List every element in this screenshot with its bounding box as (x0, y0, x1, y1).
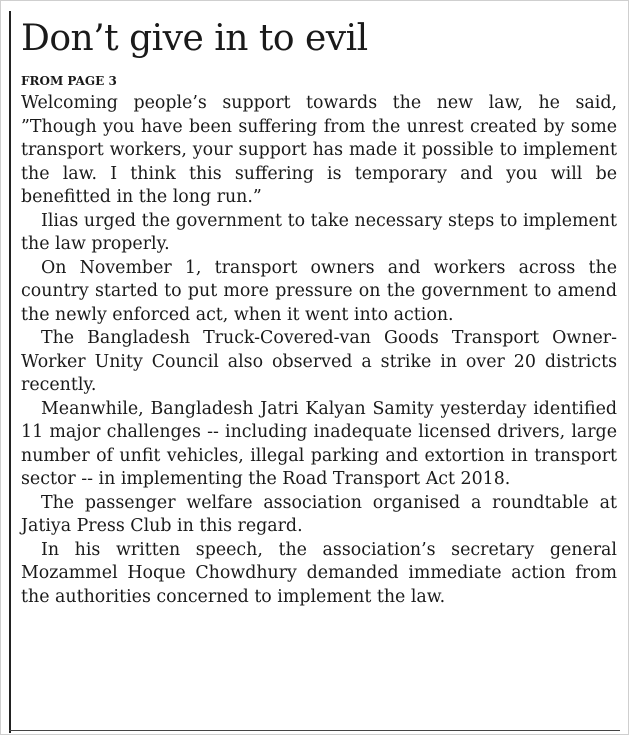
paragraph-1: Welcoming people’s support towards the new law, he said, ”Though you have been suffering from the unrest created by some transport workers, your support has made it possible to implement the law. I think this suffering is temporary and you will be benefitted in the long run.” (21, 93, 617, 207)
column-rule-left (9, 11, 11, 733)
article (21, 13, 617, 609)
paragraph-7: In his written speech, the association’s secretary general Mozammel Hoque Chowdhury demanded immediate action from the authorities concerned to implement the law. (21, 539, 617, 607)
column-rule-bottom (9, 730, 620, 731)
paragraph-3: On November 1, transport owners and workers across the country started to put more pressure on the government to amend the newly enforced act, when it went into action. (21, 257, 617, 325)
paragraph-6: The passenger welfare association organised a roundtable at Jatiya Press Club in this regard. (21, 492, 617, 536)
headline: Don’t give in to evil (21, 18, 368, 59)
article-body (21, 92, 617, 609)
paragraph-2: Ilias urged the government to take necessary steps to implement the law properly. (21, 210, 617, 254)
paragraph-4: The Bangladesh Truck-Covered-van Goods Transport Owner-Worker Unity Council also observed a strike in over 20 districts recently. (21, 328, 617, 395)
paragraph-5: Meanwhile, Bangladesh Jatri Kalyan Samity yesterday identified 11 major challenges -- including inadequate licensed drivers, large number of unfit vehicles, illegal parking and extortion in transport sector -- in implementing the Road Transport Act 2018. (21, 398, 617, 489)
continuation-kicker: FROM PAGE 3 (21, 74, 117, 88)
